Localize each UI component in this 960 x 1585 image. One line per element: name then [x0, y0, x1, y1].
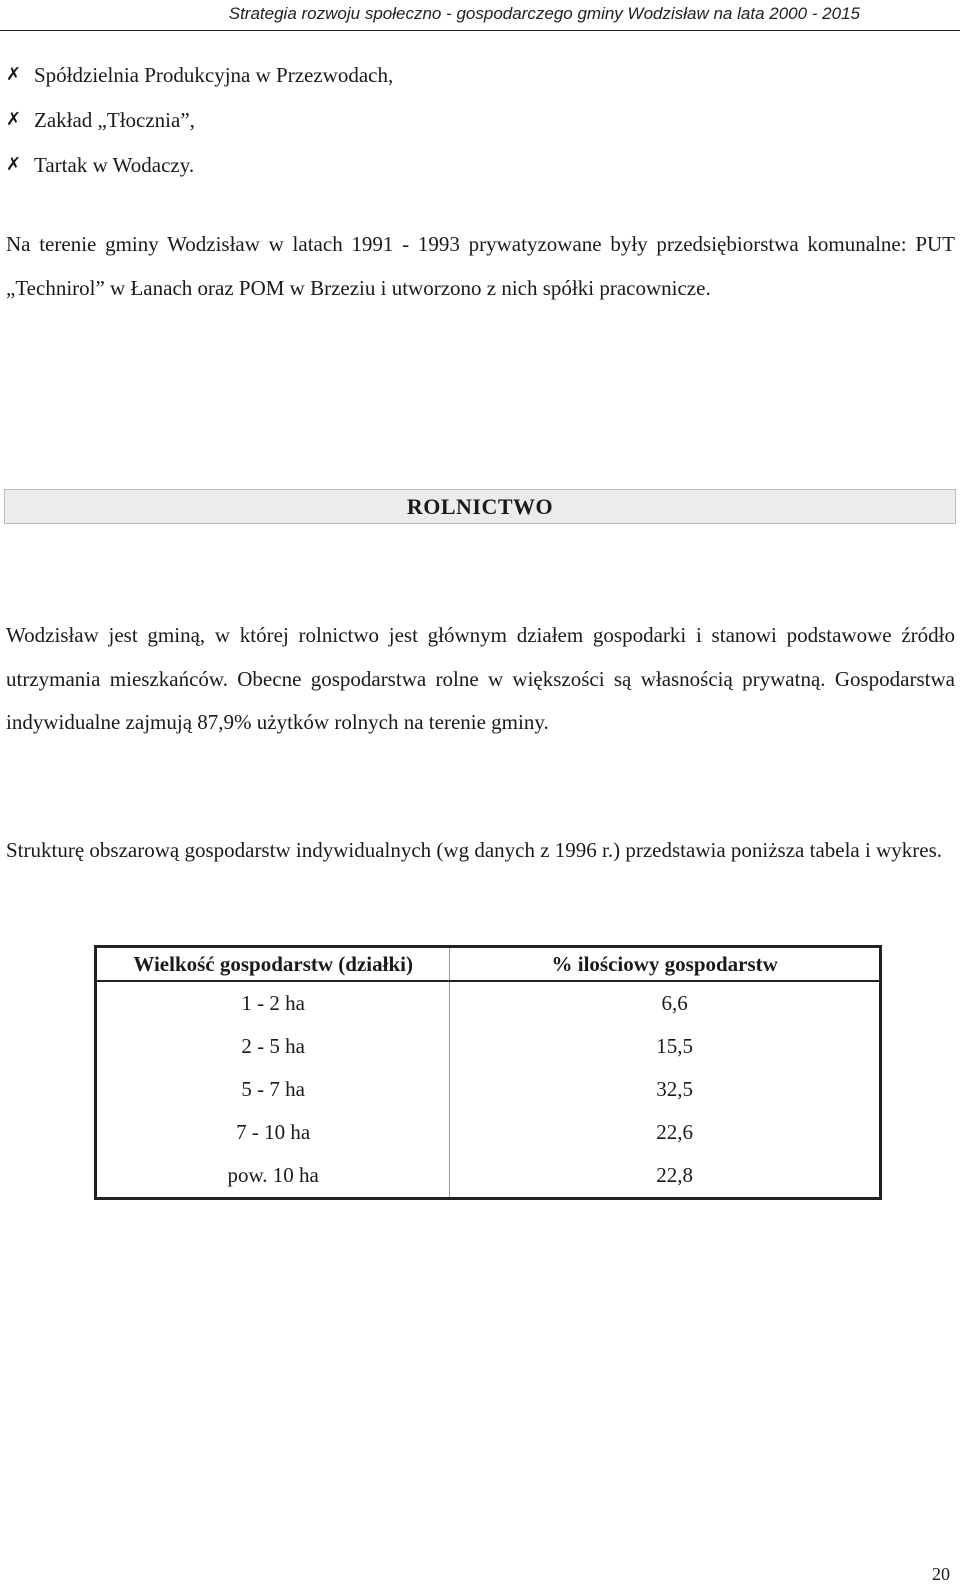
structure-paragraph: Strukturę obszarową gospodarstw indywidualnych (wg danych z 1996 r.) przedstawia poniższa tabela i wykres.	[6, 838, 942, 862]
cell-size: 7 - 10 ha	[96, 1111, 450, 1154]
table-row	[96, 981, 881, 1025]
table-header-row	[96, 947, 881, 982]
cell-size: 2 - 5 ha	[96, 1025, 450, 1068]
cross-bullet-icon: ✗	[6, 108, 22, 130]
privatization-paragraph: Na terenie gminy Wodzisław w latach 1991 - 1993 prywatyzowane były przedsiębiorstwa komunalne: PUT „Technirol” w Łanach oraz POM w Brzeziu i utworzono z nich spółki pracownicze.	[6, 232, 955, 300]
page-number: 20	[932, 1564, 950, 1584]
list-item	[6, 97, 393, 142]
cell-percent: 22,8	[656, 1163, 694, 1187]
column-header-percent: % ilościowy gospodarstw	[450, 947, 881, 982]
table-row	[96, 1111, 881, 1154]
agriculture-paragraph: Wodzisław jest gminą, w której rolnictwo jest głównym działem gospodarki i stanowi podstawowe źródło utrzymania mieszkańców. Obecne gospodarstwa rolne w większości są własnością prywatną. Gospodarstwa indywidualne zajmują 87,9% użytków rolnych na terenie gminy.	[6, 623, 955, 734]
farm-size-table	[94, 945, 882, 1200]
cross-bullet-icon: ✗	[6, 63, 22, 85]
cell-percent: 6,6	[661, 991, 688, 1015]
list-item-text: Tartak w Wodaczy.	[34, 152, 195, 177]
list-item-text: Spółdzielnia Produkcyjna w Przezwodach,	[34, 62, 394, 87]
cell-size: 5 - 7 ha	[96, 1068, 450, 1111]
list-item	[6, 52, 393, 97]
running-header: Strategia rozwoju społeczno - gospodarczego gminy Wodzisław na lata 2000 - 2015	[0, 0, 960, 31]
section-heading: ROLNICTWO	[4, 489, 956, 524]
enterprise-list	[6, 52, 393, 187]
cell-percent: 15,5	[656, 1034, 694, 1058]
cell-percent: 32,5	[656, 1077, 694, 1101]
column-header-size: Wielkość gospodarstw (działki)	[96, 947, 450, 982]
cross-bullet-icon: ✗	[6, 153, 22, 175]
table-row	[96, 1068, 881, 1111]
cell-size: 1 - 2 ha	[96, 981, 450, 1025]
table-row	[96, 1154, 881, 1199]
table-row	[96, 1025, 881, 1068]
cell-percent: 22,6	[656, 1120, 694, 1144]
list-item	[6, 142, 393, 187]
list-item-text: Zakład „Tłocznia”,	[34, 107, 195, 132]
cell-size: pow. 10 ha	[96, 1154, 450, 1199]
